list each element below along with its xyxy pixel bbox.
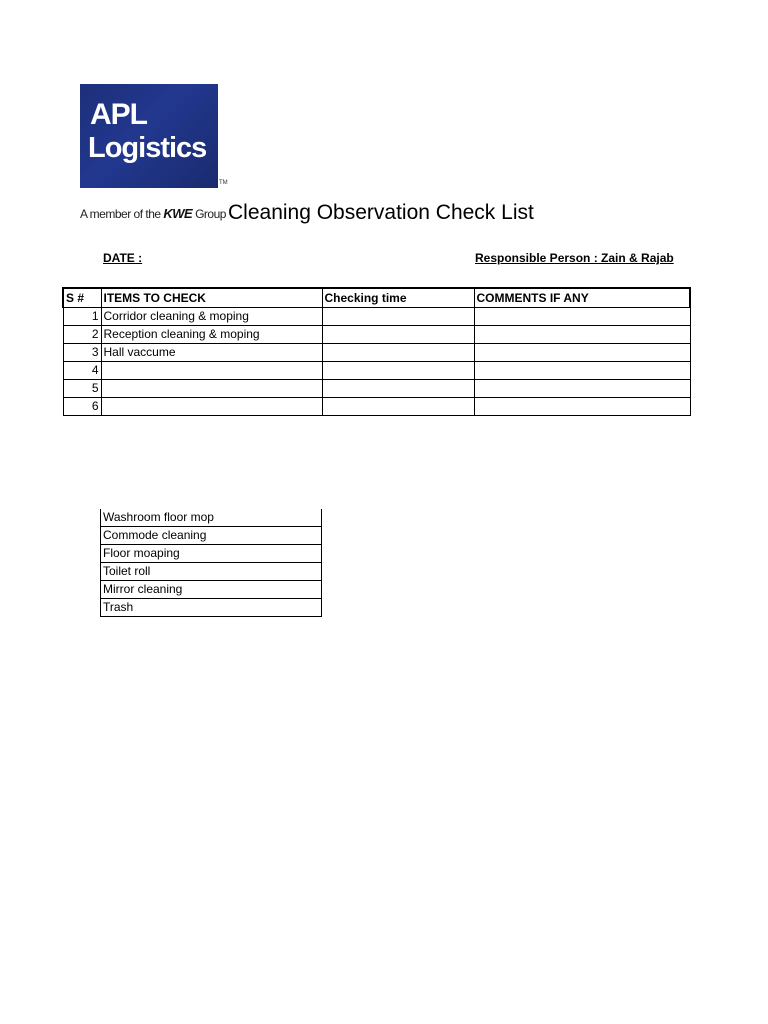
table-row (63, 380, 690, 398)
table-row (63, 308, 690, 326)
company-logo (80, 84, 218, 188)
time-cell (322, 344, 474, 362)
header-items: ITEMS TO CHECK (101, 288, 322, 308)
washroom-item-cell: Washroom floor mop (101, 509, 322, 527)
item-cell: Hall vaccume (101, 344, 322, 362)
comments-cell (474, 380, 690, 398)
serial-cell: 6 (63, 398, 101, 416)
comments-cell (474, 344, 690, 362)
document-title: Cleaning Observation Check List (228, 201, 534, 224)
item-cell (101, 362, 322, 380)
washroom-item-cell: Commode cleaning (101, 527, 322, 545)
list-item (101, 527, 322, 545)
logo-text-apl: APL (90, 98, 147, 131)
list-item (101, 509, 322, 527)
table-row (63, 326, 690, 344)
list-item (101, 563, 322, 581)
time-cell (322, 326, 474, 344)
washroom-item-cell: Mirror cleaning (101, 581, 322, 599)
responsible-person-label: Responsible Person : Zain & Rajab (475, 251, 674, 265)
member-of-group-tagline (80, 206, 226, 221)
washroom-item-cell: Toilet roll (101, 563, 322, 581)
member-prefix: A member of the (80, 207, 161, 221)
date-label: DATE : (103, 251, 143, 265)
comments-cell (474, 398, 690, 416)
header-comments: COMMENTS IF ANY (474, 288, 690, 308)
washroom-item-cell: Floor moaping (101, 545, 322, 563)
time-cell (322, 398, 474, 416)
washroom-item-cell: Trash (101, 599, 322, 617)
time-cell (322, 308, 474, 326)
serial-cell: 3 (63, 344, 101, 362)
logo-trademark: TM (219, 180, 228, 186)
serial-cell: 4 (63, 362, 101, 380)
list-item (101, 545, 322, 563)
item-cell (101, 380, 322, 398)
kwe-group-mark: KWE (163, 206, 193, 221)
header-serial: S # (63, 288, 101, 308)
serial-cell: 5 (63, 380, 101, 398)
comments-cell (474, 308, 690, 326)
header-checking-time: Checking time (322, 288, 474, 308)
comments-cell (474, 362, 690, 380)
member-suffix: Group (195, 207, 226, 221)
washroom-items-table (100, 509, 322, 617)
item-cell: Reception cleaning & moping (101, 326, 322, 344)
time-cell (322, 362, 474, 380)
list-item (101, 581, 322, 599)
serial-cell: 1 (63, 308, 101, 326)
time-cell (322, 380, 474, 398)
logo-text-logistics: Logistics (88, 132, 207, 164)
checklist-table (62, 287, 691, 416)
item-cell: Corridor cleaning & moping (101, 308, 322, 326)
serial-cell: 2 (63, 326, 101, 344)
list-item (101, 599, 322, 617)
table-row (63, 398, 690, 416)
checklist-header-row (63, 288, 690, 308)
table-row (63, 362, 690, 380)
item-cell (101, 398, 322, 416)
table-row (63, 344, 690, 362)
comments-cell (474, 326, 690, 344)
